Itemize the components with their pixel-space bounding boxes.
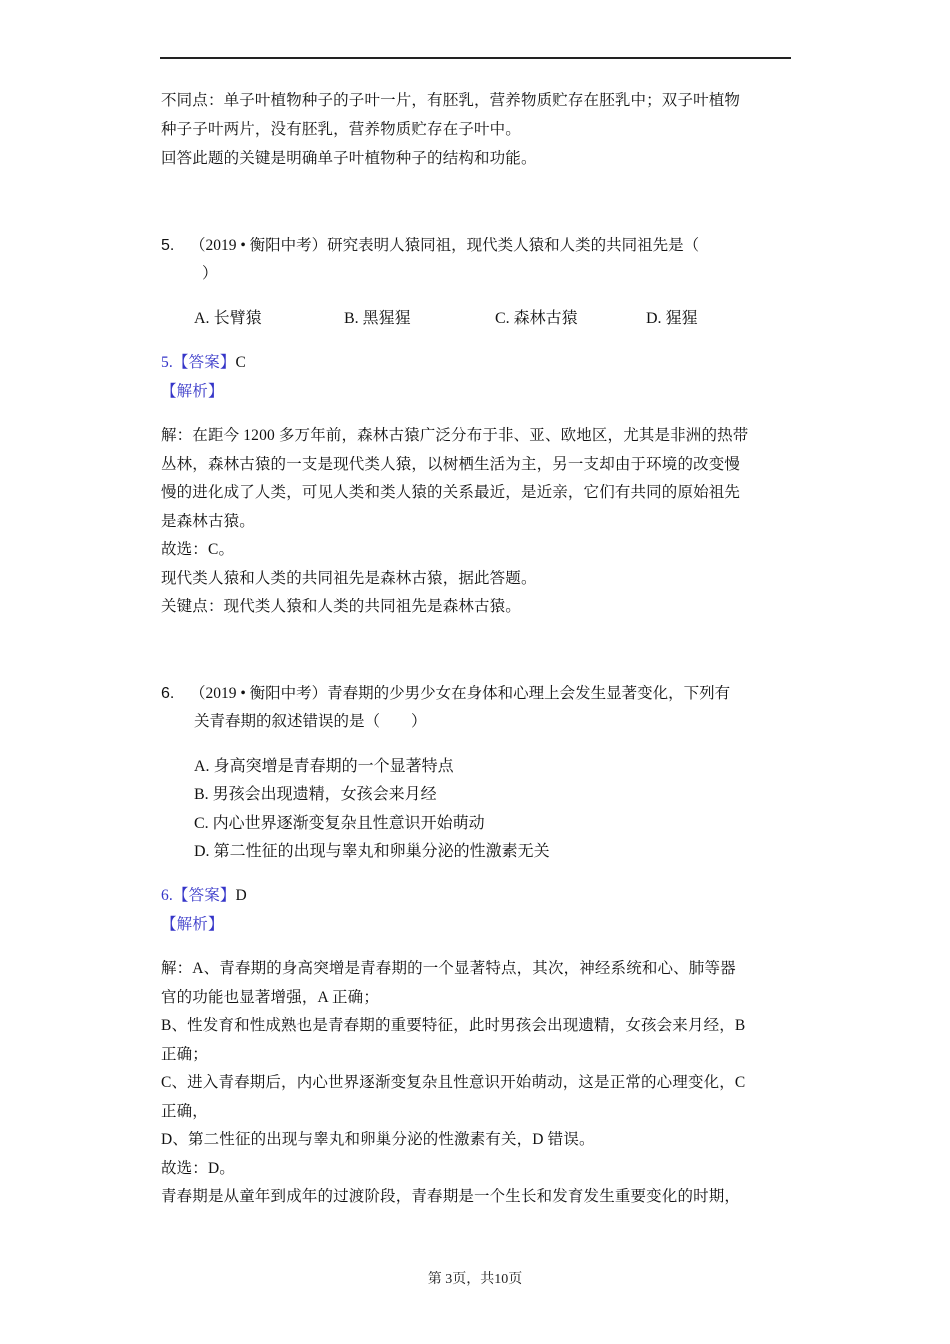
answer-line (161, 886, 247, 906)
option-c (495, 309, 578, 329)
option-label: C. (194, 815, 209, 832)
option-d (194, 842, 550, 862)
option-c (194, 814, 485, 834)
analysis-line: 正确； (161, 1046, 208, 1063)
option-text: 内心世界逐渐变复杂且性意识开始萌动 (212, 815, 485, 832)
header-rule (160, 57, 791, 59)
option-label: B. (344, 310, 359, 327)
continuation-line: 种子子叶两片，没有胚乳，营养物质贮存在子叶中。 (161, 121, 521, 138)
answer-value: D (235, 887, 247, 904)
analysis-line: 现代类人猿和人类的共同祖先是森林古猿，据此答题。 (161, 570, 537, 587)
option-text: 森林古猿 (513, 310, 578, 327)
question-stem: （2019 • 衡阳中考）研究表明人猿同祖，现代类人猿和人类的共同祖先是（ (190, 237, 700, 254)
analysis-line: 是森林古猿。 (161, 513, 255, 530)
analysis-line: 关键点：现代类人猿和人类的共同祖先是森林古猿。 (161, 598, 521, 615)
analysis-line: D、第二性征的出现与睾丸和卵巢分泌的性激素有关，D 错误。 (161, 1131, 595, 1148)
analysis-line: 官的功能也显著增强，A 正确； (161, 989, 379, 1006)
analysis-line: 慢的进化成了人类，可见人类和类人猿的关系最近，是近亲，它们有共同的原始祖先 (161, 484, 741, 501)
analysis-line: B、性发育和性成熟也是青春期的重要特征，此时男孩会出现遗精，女孩会来月经，B (161, 1017, 746, 1034)
analysis-line: 故选：D。 (161, 1160, 235, 1177)
page-footer: 第 3页，共10页 (427, 1272, 523, 1287)
question-stem: ） (202, 265, 218, 282)
continuation-line: 回答此题的关键是明确单子叶植物种子的结构和功能。 (161, 150, 537, 167)
option-a (194, 757, 454, 777)
option-label: A. (194, 758, 210, 775)
analysis-line: 解：A、青春期的身高突增是青春期的一个显著特点，其次，神经系统和心、肺等器 (161, 960, 736, 977)
option-text: 长臂猿 (213, 310, 262, 327)
option-b (194, 785, 437, 805)
continuation-line: 不同点：单子叶植物种子的子叶一片，有胚乳，营养物质贮存在胚乳中；双子叶植物 (161, 92, 741, 109)
option-label: B. (194, 786, 209, 803)
analysis-line: 解：在距今 1200 多万年前，森林古猿广泛分布于非、亚、欧地区，尤其是非洲的热带 (161, 427, 749, 444)
option-text: 男孩会出现遗精，女孩会来月经 (212, 786, 437, 803)
option-label: A. (194, 310, 210, 327)
answer-label: 6.【答案】 (161, 887, 236, 904)
question-stem: 关青春期的叙述错误的是（ ） (194, 713, 427, 730)
analysis-line: 青春期是从童年到成年的过渡阶段，青春期是一个生长和发育发生重要变化的时期， (161, 1188, 741, 1205)
option-d (646, 309, 698, 329)
analysis-line: C、进入青春期后，内心世界逐渐变复杂且性意识开始萌动，这是正常的心理变化，C (161, 1074, 746, 1091)
option-text: 黑猩猩 (362, 310, 411, 327)
option-label: C. (495, 310, 510, 327)
answer-value: C (235, 354, 247, 371)
analysis-label: 【解析】 (161, 383, 224, 400)
option-text: 猩猩 (665, 310, 698, 327)
analysis-line: 正确， (161, 1103, 208, 1120)
option-a (194, 309, 262, 329)
answer-line (161, 353, 246, 373)
option-label: D. (194, 843, 210, 860)
option-label: D. (646, 310, 662, 327)
analysis-line: 丛林，森林古猿的一支是现代类人猿，以树栖生活为主，另一支却由于环境的改变慢 (161, 456, 741, 473)
analysis-label: 【解析】 (161, 916, 224, 933)
option-b (344, 309, 411, 329)
option-text: 身高突增是青春期的一个显著特点 (213, 758, 454, 775)
question-stem: （2019 • 衡阳中考）青春期的少男少女在身体和心理上会发生显著变化，下列有 (190, 685, 731, 702)
analysis-line: 故选：C。 (161, 541, 235, 558)
question-number: 6. (161, 685, 175, 702)
answer-label: 5.【答案】 (161, 354, 236, 371)
question-number: 5. (161, 237, 175, 254)
option-text: 第二性征的出现与睾丸和卵巢分泌的性激素无关 (213, 843, 550, 860)
